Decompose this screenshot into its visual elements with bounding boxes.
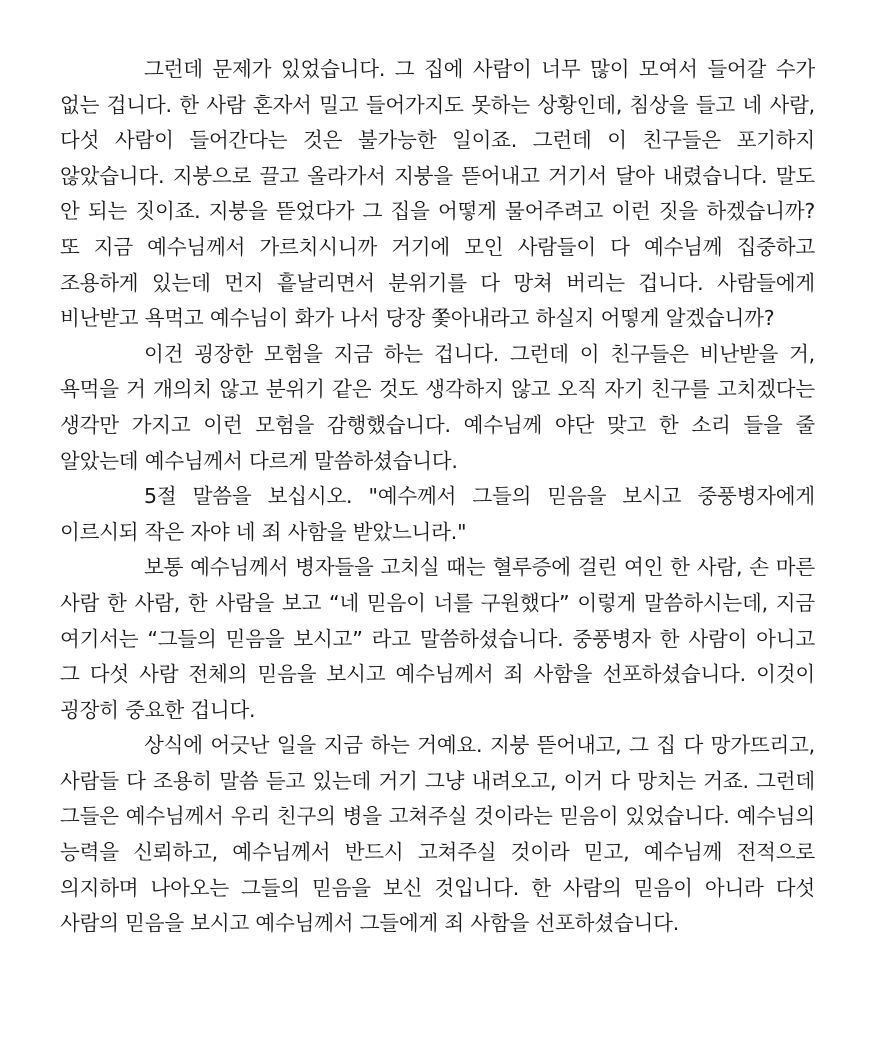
paragraph-5: 상식에 어긋난 일을 지금 하는 거예요. 지붕 뜯어내고, 그 집 다 망가뜨리고, 사람들 다 조용히 말씀 듣고 있는데 거기 그냥 내려오고, 이거 다 망치는 거죠. 그런데 그들은 예수님께서 우리 친구의 병을 고쳐주실 것이라는 믿음이 있었습니다. 예수님의 능력을 신뢰하고, 예수님께서 반드시 고쳐주실 것이라 믿고, 예수님께 전적으로 의지하며 나아오는 그들의 믿음을 보신 것입니다. 한 사람의 믿음이 아니라 다섯 사람의 믿음을 보시고 예수님께서 그들에게 죄 사함을 선포하셨습니다. xyxy=(60,733,815,936)
paragraph-2: 이건 굉장한 모험을 지금 하는 겁니다. 그런데 이 친구들은 비난받을 거, 욕먹을 거 개의치 않고 분위기 같은 것도 생각하지 않고 오직 자기 친구를 고치겠다는 생각만 가지고 이런 모험을 감행했습니다. 예수님께 야단 맞고 한 소리 들을 줄 알았는데 예수님께서 다르게 말씀하셨습니다. xyxy=(60,341,815,473)
paragraph-3: 5절 말씀을 보십시오. "예수께서 그들의 믿음을 보시고 중풍병자에게 이르시되 작은 자야 네 죄 사함을 받았느니라." xyxy=(60,484,815,544)
paragraph-4: 보통 예수님께서 병자들을 고치실 때는 혈루증에 걸린 여인 한 사람, 손 마른 사람 한 사람, 한 사람을 보고 “네 믿음이 너를 구원했다” 이렇게 말씀하시는데, 지금 여기서는 “그들의 믿음을 보시고” 라고 말씀하셨습니다. 중풍병자 한 사람이 아니고 그 다섯 사람 전체의 믿음을 보시고 예수님께서 죄 사함을 선포하셨습니다. 이것이 굉장히 중요한 겁니다. xyxy=(60,555,815,722)
paragraph-1: 그런데 문제가 있었습니다. 그 집에 사람이 너무 많이 모여서 들어갈 수가 없는 겁니다. 한 사람 혼자서 밀고 들어가지도 못하는 상황인데, 침상을 들고 네 사람, 다섯 사람이 들어간다는 것은 불가능한 일이죠. 그런데 이 친구들은 포기하지 않았습니다. 지붕으로 끌고 올라가서 지붕을 뜯어내고 거기서 달아 내렸습니다. 말도 안 되는 짓이죠. 지붕을 뜯었다가 그 집을 어떻게 물어주려고 이런 짓을 하겠습니까? 또 지금 예수님께서 가르치시니까 거기에 모인 사람들이 다 예수님께 집중하고 조용하게 있는데 먼지 흩날리면서 분위기를 다 망쳐 버리는 겁니다. 사람들에게 비난받고 욕먹고 예수님이 화가 나서 당장 쫓아내라고 하실지 어떻게 알겠습니까? xyxy=(60,57,815,331)
